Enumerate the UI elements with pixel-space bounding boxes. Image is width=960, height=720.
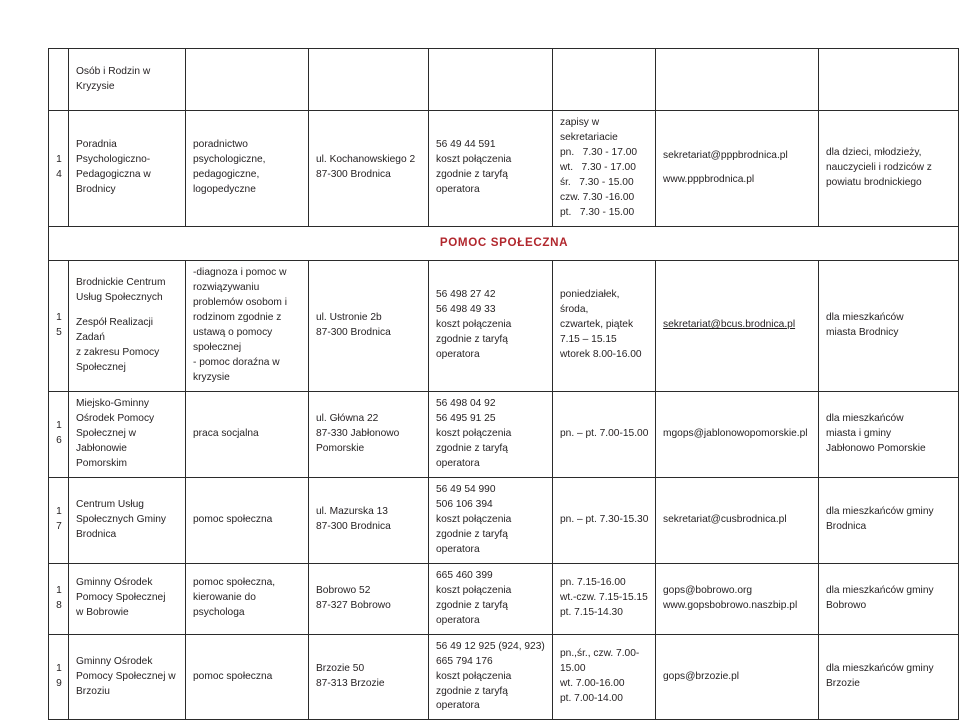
cell-row-number: 17 (49, 477, 69, 563)
cell-phone: 56 49 12 925 (924, 923) 665 794 176 koszt połączenia zgodnie z taryfą operatora (429, 634, 553, 720)
cell-opening-hours: pn. – pt. 7.30-15.30 (553, 477, 656, 563)
cell-phone: 56 49 54 990 506 106 394 koszt połączenia zgodnie z taryfą operatora (429, 477, 553, 563)
cell-contact (656, 391, 819, 477)
contact-email[interactable]: sekretariat@bcus.brodnica.pl (663, 319, 796, 331)
cell-scope-of-help: poradnictwo psychologiczne, pedagogiczne, logopedyczne (186, 111, 309, 227)
contact-website[interactable]: www.gopsbobrowo.naszbip.pl (663, 599, 798, 611)
cell-contact (656, 111, 819, 227)
contact-email[interactable]: sekretariat@cusbrodnica.pl (663, 513, 787, 525)
cell-phone: 665 460 399 koszt połączenia zgodnie z taryfą operatora (429, 563, 553, 634)
cell-scope-of-help: praca socjalna (186, 391, 309, 477)
cell-contact (656, 634, 819, 720)
services-directory-table (48, 48, 959, 720)
cell-phone (429, 49, 553, 111)
cell-scope-of-help: -diagnoza i pomoc w rozwiązywaniu problemów osobom i rodzinom zgodnie z ustawą o pomocy społecznej - pomoc doraźna w kryzysie (186, 260, 309, 391)
cell-opening-hours: zapisy w sekretariacie pn. 7.30 - 17.00 wt. 7.30 - 17.00 śr. 7.30 - 15.00 czw. 7.30 -16.00 pt. 7.30 - 15.00 (553, 111, 656, 227)
cell-row-number: 19 (49, 634, 69, 720)
contact-email[interactable]: mgops@jablonowopomorskie.pl (663, 427, 808, 439)
cell-recipients: dla mieszkańców gminy Brzozie (819, 634, 959, 720)
table-row (49, 260, 959, 391)
cell-phone: 56 49 44 591 koszt połączenia zgodnie z taryfą operatora (429, 111, 553, 227)
contact-email[interactable]: gops@brzozie.pl (663, 670, 740, 682)
cell-contact (656, 49, 819, 111)
cell-opening-hours: poniedziałek, środa, czwartek, piątek 7.15 – 15.15 wtorek 8.00-16.00 (553, 260, 656, 391)
cell-institution: Gminny Ośrodek Pomocy Społecznej w Bobrowie (69, 563, 186, 634)
cell-address (309, 49, 429, 111)
contact-website[interactable]: www.pppbrodnica.pl (663, 174, 755, 186)
cell-row-number: 18 (49, 563, 69, 634)
section-title: POMOC SPOŁECZNA (439, 236, 569, 250)
cell-row-number: 16 (49, 391, 69, 477)
cell-contact (656, 477, 819, 563)
section-header-cell (49, 226, 959, 260)
cell-contact (656, 563, 819, 634)
table-row (49, 477, 959, 563)
cell-opening-hours: pn. 7.15-16.00 wt.-czw. 7.15-15.15 pt. 7.15-14.30 (553, 563, 656, 634)
table-body (49, 49, 959, 720)
cell-address: ul. Mazurska 13 87-300 Brodnica (309, 477, 429, 563)
cell-scope-of-help: pomoc społeczna, kierowanie do psychologa (186, 563, 309, 634)
cell-recipients (819, 49, 959, 111)
cell-institution: Centrum Usług Społecznych Gminy Brodnica (69, 477, 186, 563)
cell-address: ul. Kochanowskiego 2 87-300 Brodnica (309, 111, 429, 227)
cell-recipients: dla mieszkańców miasta i gminy Jabłonowo Pomorskie (819, 391, 959, 477)
table-row (49, 634, 959, 720)
cell-recipients: dla mieszkańców gminy Bobrowo (819, 563, 959, 634)
table-row (49, 563, 959, 634)
cell-contact (656, 260, 819, 391)
cell-row-number: 14 (49, 111, 69, 227)
cell-address: ul. Główna 22 87-330 Jabłonowo Pomorskie (309, 391, 429, 477)
cell-recipients: dla mieszkańców gminy Brodnica (819, 477, 959, 563)
cell-address: ul. Ustronie 2b 87-300 Brodnica (309, 260, 429, 391)
cell-scope-of-help (186, 49, 309, 111)
cell-phone: 56 498 04 92 56 495 91 25 koszt połączenia zgodnie z taryfą operatora (429, 391, 553, 477)
section-header-row (49, 226, 959, 260)
cell-scope-of-help: pomoc społeczna (186, 477, 309, 563)
cell-institution: Brodnickie Centrum Usług Społecznych Zespół Realizacji Zadań z zakresu Pomocy Społecznej (69, 260, 186, 391)
contact-email[interactable]: sekretariat@pppbrodnica.pl (663, 149, 788, 161)
contact-email[interactable]: gops@bobrowo.org (663, 584, 753, 596)
cell-row-number: 15 (49, 260, 69, 391)
cell-opening-hours: pn.,śr., czw. 7.00- 15.00 wt. 7.00-16.00 pt. 7.00-14.00 (553, 634, 656, 720)
cell-institution: Miejsko-Gminny Ośrodek Pomocy Społecznej w Jabłonowie Pomorskim (69, 391, 186, 477)
cell-address: Bobrowo 52 87-327 Bobrowo (309, 563, 429, 634)
cell-recipients: dla dzieci, młodzieży, nauczycieli i rodziców z powiatu brodnickiego (819, 111, 959, 227)
table-row (49, 111, 959, 227)
cell-institution: Poradnia Psychologiczno- Pedagogiczna w Brodnicy (69, 111, 186, 227)
cell-opening-hours: pn. – pt. 7.00-15.00 (553, 391, 656, 477)
cell-address: Brzozie 50 87-313 Brzozie (309, 634, 429, 720)
cell-institution: Gminny Ośrodek Pomocy Społecznej w Brzoziu (69, 634, 186, 720)
cell-institution: Osób i Rodzin w Kryzysie (69, 49, 186, 111)
table-row (49, 49, 959, 111)
cell-recipients: dla mieszkańców miasta Brodnicy (819, 260, 959, 391)
cell-opening-hours (553, 49, 656, 111)
cell-row-number (49, 49, 69, 111)
table-row (49, 391, 959, 477)
cell-phone: 56 498 27 42 56 498 49 33 koszt połączenia zgodnie z taryfą operatora (429, 260, 553, 391)
cell-scope-of-help: pomoc społeczna (186, 634, 309, 720)
